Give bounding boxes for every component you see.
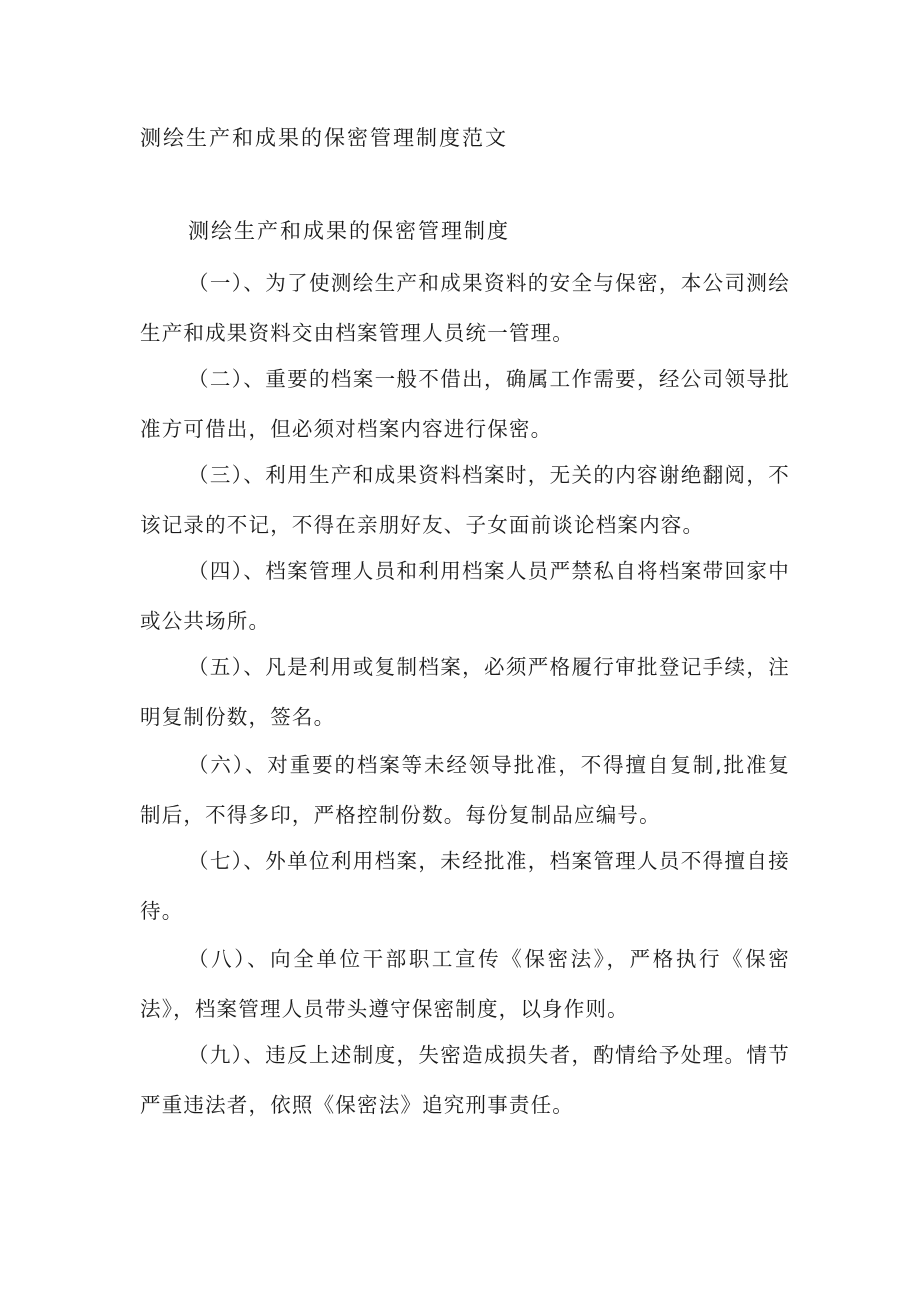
document-title: 测绘生产和成果的保密管理制度范文	[140, 126, 508, 150]
clause-4: （四）、档案管理人员和利用档案人员严禁私自将档案带回家中或公共场所。	[140, 559, 790, 633]
clause-1: （一）、为了使测绘生产和成果资料的安全与保密，本公司测绘生产和成果资料交由档案管理人员统一管理。	[140, 271, 790, 345]
clause-9: （九）、违反上述制度，失密造成损失者，酌情给予处理。情节严重违法者，依照《保密法》追究刑事责任。	[140, 1043, 790, 1117]
clause-3: （三）、利用生产和成果资料档案时，无关的内容谢绝翻阅，不该记录的不记，不得在亲朋好友、子女面前谈论档案内容。	[140, 463, 790, 537]
clause-2: （二）、重要的档案一般不借出，确属工作需要，经公司领导批准方可借出，但必须对档案内容进行保密。	[140, 367, 790, 441]
clause-6: （六）、对重要的档案等未经领导批准，不得擅自复制,批准复制后，不得多印，严格控制份数。每份复制品应编号。	[140, 753, 790, 827]
clause-8: （八）、向全单位干部职工宣传《保密法》，严格执行《保密法》，档案管理人员带头遵守保密制度，以身作则。	[140, 947, 790, 1021]
clause-5: （五）、凡是利用或复制档案，必须严格履行审批登记手续，注明复制份数，签名。	[140, 655, 790, 729]
clause-7: （七）、外单位利用档案，未经批准，档案管理人员不得擅自接待。	[140, 849, 790, 923]
regulation-heading: 测绘生产和成果的保密管理制度	[188, 219, 510, 243]
